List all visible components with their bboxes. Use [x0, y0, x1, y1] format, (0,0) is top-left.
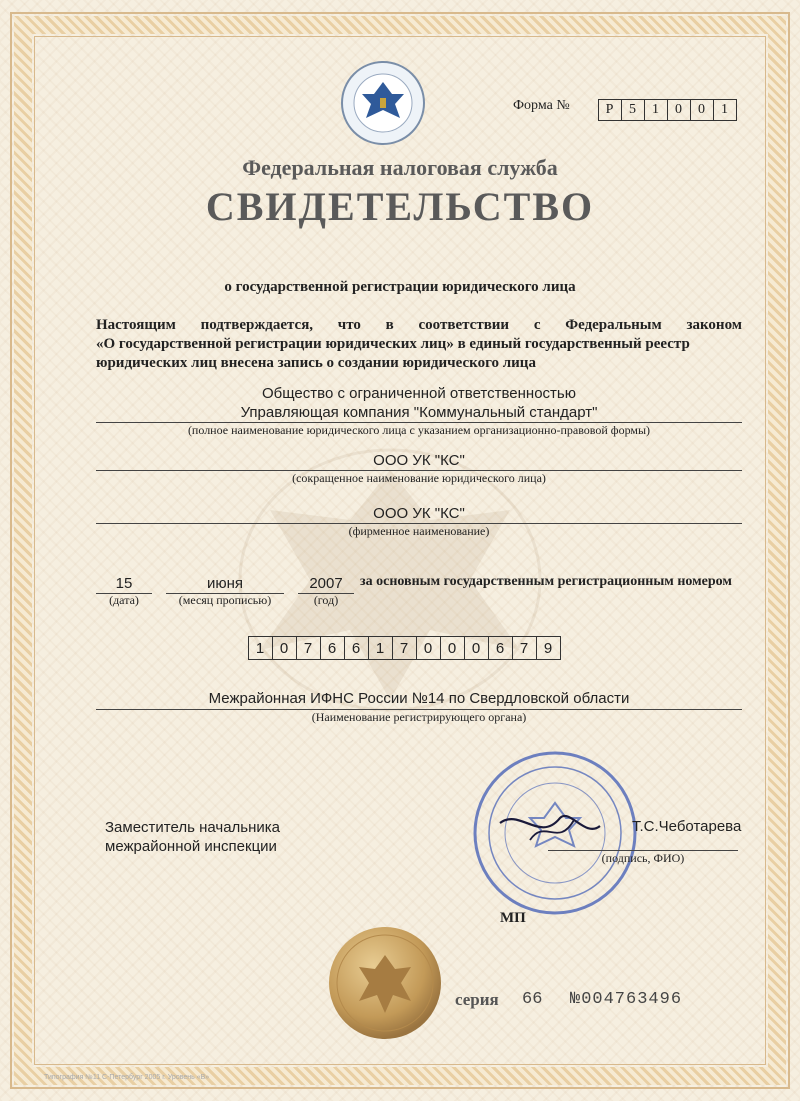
code-digit-box: 7	[393, 637, 417, 659]
day-caption: (дата)	[109, 593, 139, 607]
year-caption: (год)	[313, 593, 339, 607]
ogrn-boxes	[248, 636, 561, 660]
agency-name: Федеральная налоговая служба	[242, 155, 558, 180]
code-digit-box: 9	[543, 639, 554, 657]
code-digit-box: 0	[668, 100, 691, 120]
signer-position	[105, 818, 280, 856]
code-digit-box: 0	[273, 637, 297, 659]
code-digit-box: 0	[441, 637, 465, 659]
short-name: ООО УК "КС"	[373, 452, 465, 469]
series-label: серия	[455, 990, 499, 1009]
position-line: межрайонной инспекции	[105, 838, 277, 855]
code-digit-box: 0	[465, 637, 489, 659]
full-name-caption: (полное наименование юридического лица с указанием организационно-правовой формы)	[187, 423, 651, 437]
registration-year: 2007	[309, 575, 343, 592]
code-digit-box: 1	[249, 637, 273, 659]
official-stamp-icon	[470, 748, 640, 918]
code-digit-box: 1	[645, 100, 668, 120]
firm-name: ООО УК "КС"	[373, 505, 465, 522]
code-digit-box: 0	[417, 637, 441, 659]
authority-caption: (Наименование регистрирующего органа)	[311, 710, 527, 724]
short-name-caption: (сокращенное наименование юридического лица)	[292, 471, 546, 485]
series-number: 66	[522, 990, 543, 1009]
code-digit-box: 1	[369, 637, 393, 659]
statement-line: юридических лиц внесена запись о создании юридического лица	[96, 355, 536, 371]
code-digit-box: 5	[622, 100, 645, 120]
serial-number: №004763496	[570, 990, 683, 1009]
code-digit-box: 6	[345, 637, 369, 659]
code-digit-box: 1	[721, 102, 729, 117]
form-code-boxes	[598, 99, 737, 121]
code-digit-box: 6	[321, 637, 345, 659]
registering-authority: Межрайонная ИФНС России №14 по Свердловской области	[208, 690, 630, 707]
statement-line: «О государственной регистрации юридических лиц» в единый государственный реестр	[96, 336, 690, 352]
code-digit-box: 7	[297, 637, 321, 659]
firm-name-caption: (фирменное наименование)	[348, 524, 490, 538]
signature-caption: (подпись, ФИО)	[601, 851, 685, 865]
statement-paragraph	[96, 316, 742, 373]
gold-seal-icon	[327, 925, 443, 1041]
registration-number-label: за основным государственным регистрационным номером	[360, 574, 732, 589]
month-caption: (месяц прописью)	[178, 593, 272, 607]
code-digit-box: Р	[599, 100, 622, 120]
full-name-line-2: Управляющая компания "Коммунальный стандарт"	[240, 404, 598, 421]
code-digit-box: 6	[489, 637, 513, 659]
signer-name: Т.С.Чеботарева	[632, 818, 742, 835]
seal-place-label: МП	[500, 910, 526, 926]
registration-month: июня	[206, 575, 244, 592]
code-digit-box: 0	[691, 100, 714, 120]
certificate-title: СВИДЕТЕЛЬСТВО	[205, 184, 595, 229]
registration-day: 15	[115, 575, 133, 592]
position-line: Заместитель начальника	[105, 819, 281, 836]
full-name-line-1: Общество с ограниченной ответственностью	[262, 385, 576, 402]
statement-line: Настоящим подтверждается, что в соответствии с Федеральным законом	[96, 317, 742, 333]
code-digit-box: 7	[513, 637, 537, 659]
form-label: Форма №	[513, 98, 570, 113]
certificate-subtitle: о государственной регистрации юридического лица	[224, 279, 576, 295]
fns-logo-icon	[340, 60, 426, 146]
printer-note: Типография №11 С-Петербург 2005 г. Уровень «В»	[44, 1074, 210, 1081]
